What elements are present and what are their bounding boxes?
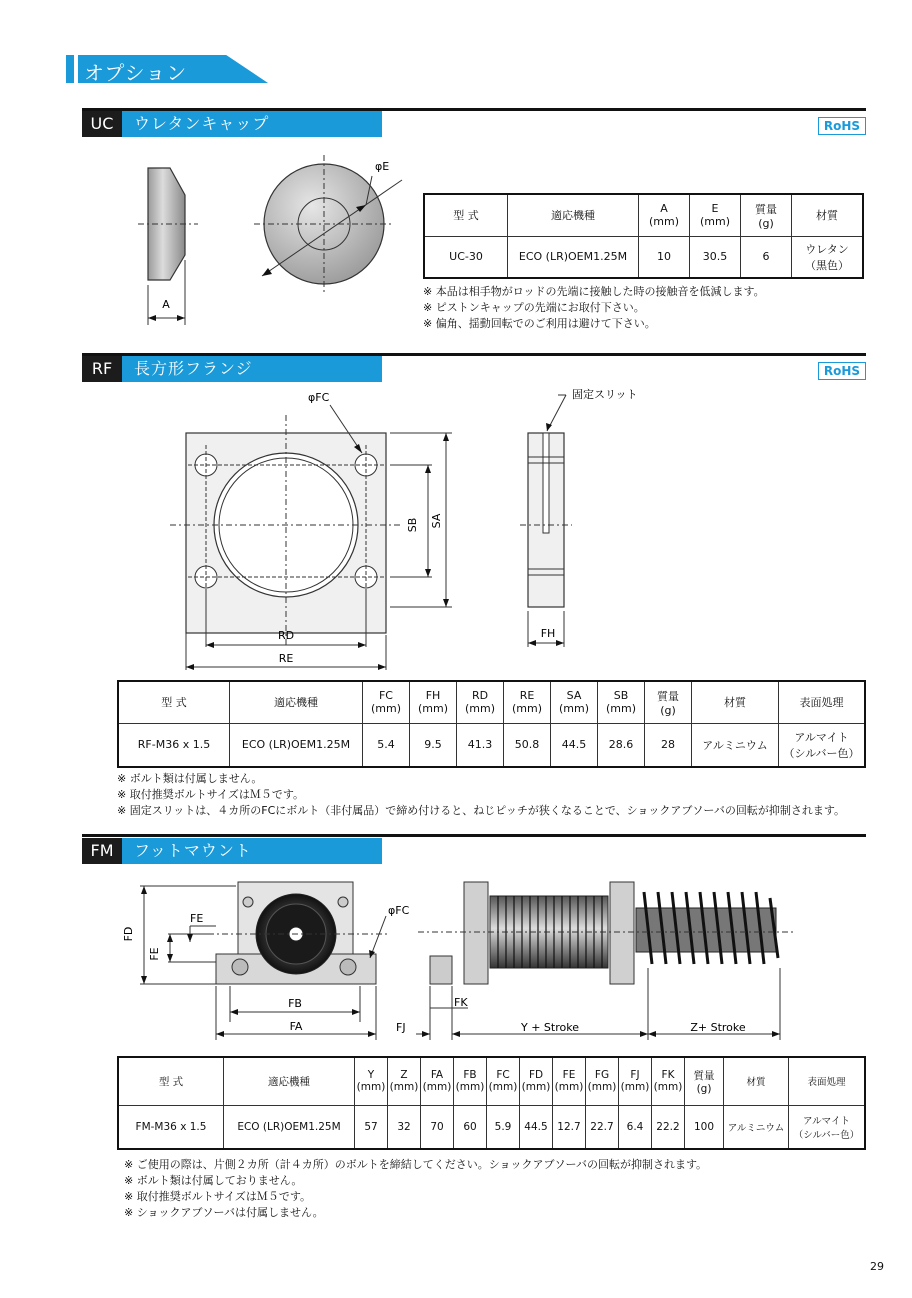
dim-fh-label: FH: [540, 627, 556, 640]
dim-rd-label: RD: [277, 629, 295, 642]
fm-notes: ※ ご使用の際は、片側２カ所（計４カ所）のボルトを締結してください。ショックアブソーバの回転が抑制されます。 ※ ボルト類は付属しておりません。 ※ 取付推奨ボルトサイズはＭ５です。 ※ ショックアブソーバは付属しません。: [124, 1158, 708, 1219]
section-name: フットマウント: [122, 838, 382, 864]
th-sb: SB (mm): [598, 681, 645, 723]
th-fe: FE (mm): [553, 1057, 586, 1105]
dim-phi-fc-label: φFC: [388, 904, 410, 917]
th-mass: 質量 (g): [685, 1057, 724, 1105]
section-rule: [82, 834, 866, 837]
td-fh: 9.5: [410, 723, 457, 767]
dim-y-stroke-label: Y + Stroke: [521, 1021, 579, 1034]
td-mass: 100: [685, 1105, 724, 1149]
th-fg: FG (mm): [586, 1057, 619, 1105]
page-number: 29: [870, 1260, 884, 1273]
dim-sa-label: SA: [430, 513, 443, 529]
td-mass: 28: [645, 723, 692, 767]
td-mass: 6: [741, 236, 792, 278]
td-material: アルミニウム: [724, 1105, 789, 1149]
th-machine: 適応機種: [508, 194, 639, 236]
dim-a-label: A: [162, 298, 170, 311]
th-material: 材質: [792, 194, 864, 236]
rf-drawing: [140, 385, 660, 675]
td-fd: 44.5: [520, 1105, 553, 1149]
td-model: RF-M36 x 1.5: [118, 723, 230, 767]
fm-drawing: [118, 872, 798, 1047]
th-re: RE (mm): [504, 681, 551, 723]
td-finish: アルマイト （シルバー色）: [779, 723, 866, 767]
rohs-badge: RoHS: [818, 362, 866, 380]
section-header-fm: [82, 838, 382, 864]
td-fk: 22.2: [652, 1105, 685, 1149]
dim-phi-fc-label: φFC: [308, 391, 330, 404]
th-fh: FH (mm): [410, 681, 457, 723]
dim-z-stroke-label: Z+ Stroke: [690, 1021, 746, 1034]
th-machine: 適応機種: [230, 681, 363, 723]
dim-re-label: RE: [278, 652, 294, 665]
td-fa: 70: [421, 1105, 454, 1149]
td-model: FM-M36 x 1.5: [118, 1105, 224, 1149]
th-rd: RD (mm): [457, 681, 504, 723]
th-fd: FD (mm): [520, 1057, 553, 1105]
rohs-badge: RoHS: [818, 117, 866, 135]
th-z: Z (mm): [388, 1057, 421, 1105]
th-material: 材質: [724, 1057, 789, 1105]
dim-fa-label: FA: [289, 1020, 303, 1033]
dim-fk-label: FK: [454, 996, 468, 1009]
th-mass: 質量 (g): [645, 681, 692, 723]
fm-spec-table: [117, 1056, 866, 1150]
td-z: 32: [388, 1105, 421, 1149]
td-fb: 60: [454, 1105, 487, 1149]
section-header-rf: [82, 356, 382, 382]
th-e: E (mm): [690, 194, 741, 236]
th-material: 材質: [692, 681, 779, 723]
uc-drawing: [120, 150, 420, 330]
th-fa: FA (mm): [421, 1057, 454, 1105]
th-fb: FB (mm): [454, 1057, 487, 1105]
dim-fe-label: FE: [148, 947, 161, 961]
th-model: 型 式: [118, 681, 230, 723]
uc-notes: ※ 本品は相手物がロッドの先端に接触した時の接触音を低減します。 ※ ピストンキャップの先端にお取付下さい。 ※ 偏角、揺動回転でのご利用は避けて下さい。: [423, 285, 765, 330]
dim-fb-label: FB: [288, 997, 302, 1010]
th-finish: 表面処理: [789, 1057, 866, 1105]
th-y: Y (mm): [355, 1057, 388, 1105]
section-code: FM: [82, 838, 122, 864]
td-rd: 41.3: [457, 723, 504, 767]
td-material: ウレタン （黒色）: [792, 236, 864, 278]
td-fc: 5.9: [487, 1105, 520, 1149]
dim-phi-e-label: φE: [375, 160, 390, 173]
td-material: アルミニウム: [692, 723, 779, 767]
section-header-uc: [82, 111, 382, 137]
th-fc: FC (mm): [487, 1057, 520, 1105]
th-mass: 質量 (g): [741, 194, 792, 236]
slit-label: 固定スリット: [572, 388, 638, 401]
th-fk: FK (mm): [652, 1057, 685, 1105]
th-fj: FJ (mm): [619, 1057, 652, 1105]
section-name: ウレタンキャップ: [122, 111, 382, 137]
td-fc: 5.4: [363, 723, 410, 767]
dim-fd-label: FD: [122, 926, 135, 942]
td-e: 30.5: [690, 236, 741, 278]
td-machine: ECO (LR)OEM1.25M: [224, 1105, 355, 1149]
td-fj: 6.4: [619, 1105, 652, 1149]
td-model: UC-30: [424, 236, 508, 278]
td-fg: 22.7: [586, 1105, 619, 1149]
th-a: A (mm): [639, 194, 690, 236]
page-title: オプション: [66, 55, 256, 83]
td-sa: 44.5: [551, 723, 598, 767]
td-re: 50.8: [504, 723, 551, 767]
td-y: 57: [355, 1105, 388, 1149]
rf-notes: ※ ボルト類は付属しません。 ※ 取付推奨ボルトサイズはＭ５です。 ※ 固定スリットは、４カ所のFCにボルト（非付属品）で締め付けると、ねじピッチが狭くなることで、ショックアブソーバの回転が抑制されます。: [117, 772, 845, 817]
td-finish: アルマイト （シルバー色）: [789, 1105, 866, 1149]
td-fe: 12.7: [553, 1105, 586, 1149]
td-machine: ECO (LR)OEM1.25M: [230, 723, 363, 767]
uc-spec-table: [423, 193, 864, 279]
th-machine: 適応機種: [224, 1057, 355, 1105]
td-sb: 28.6: [598, 723, 645, 767]
td-a: 10: [639, 236, 690, 278]
td-machine: ECO (LR)OEM1.25M: [508, 236, 639, 278]
section-code: UC: [82, 111, 122, 137]
section-code: RF: [82, 356, 122, 382]
th-sa: SA (mm): [551, 681, 598, 723]
th-fc: FC (mm): [363, 681, 410, 723]
dim-sb-label: SB: [406, 517, 419, 533]
th-finish: 表面処理: [779, 681, 866, 723]
section-name: 長方形フランジ: [122, 356, 382, 382]
dim-fe-top-label: FE: [190, 912, 204, 925]
th-model: 型 式: [118, 1057, 224, 1105]
dim-fj-label: FJ: [396, 1021, 406, 1034]
th-model: 型 式: [424, 194, 508, 236]
rf-spec-table: [117, 680, 866, 768]
